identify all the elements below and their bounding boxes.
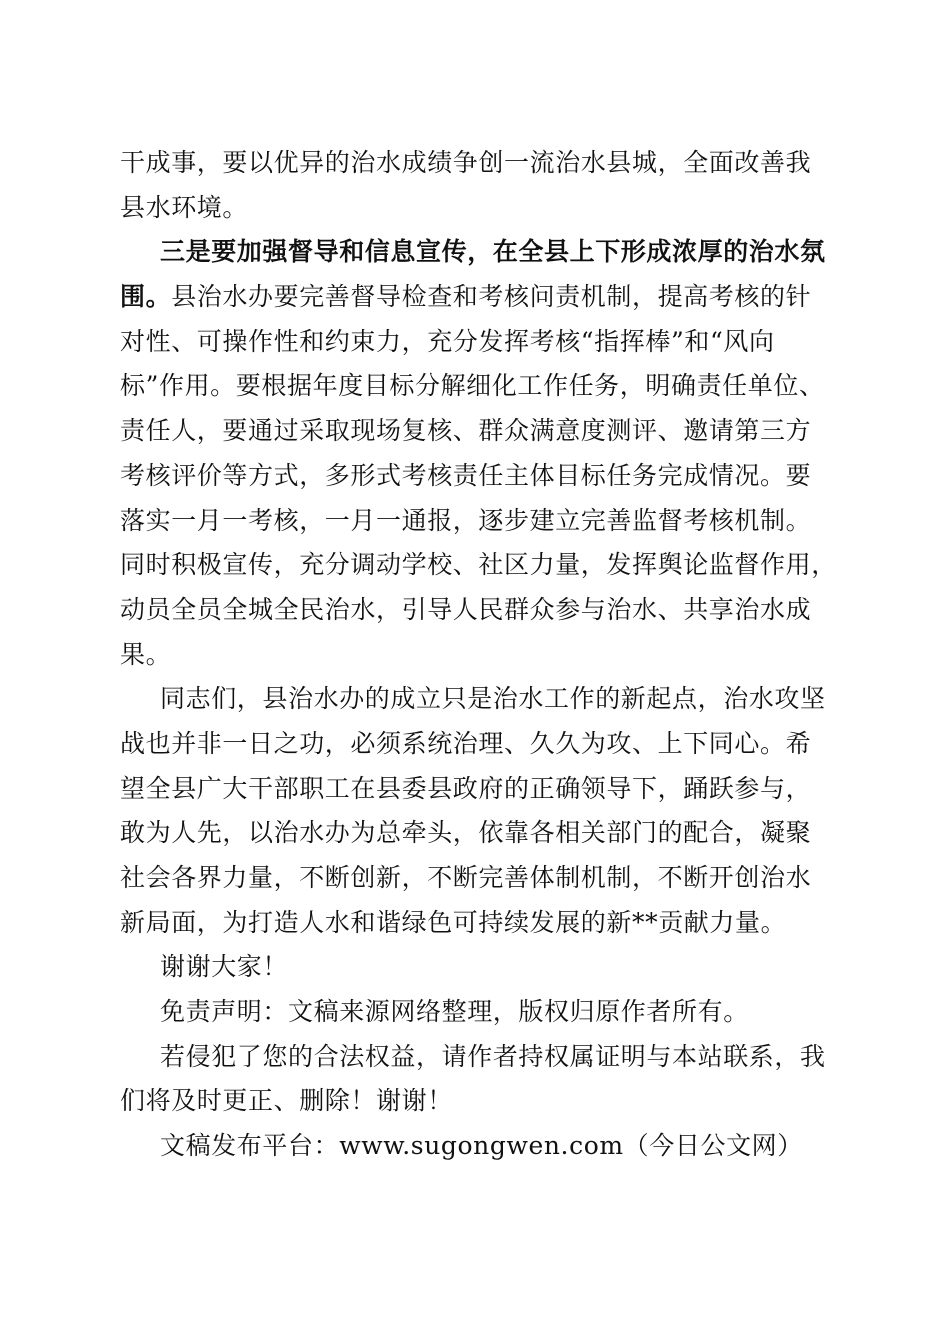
text-line: 敢为人先，以治水办为总牵头，依靠各相关部门的配合，凝聚	[120, 818, 812, 848]
text-line	[120, 275, 840, 320]
publish-platform: 文稿发布平台：www.sugongwen.com（今日公文网）	[160, 1131, 803, 1161]
section-heading-line	[120, 230, 840, 275]
disclaimer: 免责声明：文稿来源网络整理，版权归原作者所有。	[160, 997, 749, 1027]
text-line-rest: 县治水办要完善督导检查和考核问责机制，提高考核的针	[171, 282, 812, 312]
text-line: 动员全员全城全民治水，引导人民群众参与治水、共享治水成	[120, 594, 812, 624]
text-line: 县水环境。	[120, 192, 249, 222]
text-line: 干成事，要以优异的治水成绩争创一流治水县城，全面改善我	[120, 148, 812, 177]
copyright-notice-cont: 们将及时更正、删除！谢谢！	[120, 1086, 453, 1116]
text-line: 新局面，为打造人水和谐绿色可持续发展的新**贡献力量。	[120, 907, 787, 937]
text-line: 责任人，要通过采取现场复核、群众满意度测评、邀请第三方	[120, 416, 812, 446]
copyright-notice: 若侵犯了您的合法权益，请作者持权属证明与本站联系，我	[160, 1041, 826, 1071]
text-line: 同志们，县治水办的成立只是治水工作的新起点，治水攻坚	[160, 684, 826, 714]
text-line: 社会各界力量，不断创新，不断完善体制机制，不断开创治水	[120, 863, 812, 892]
text-line: 果。	[120, 639, 172, 669]
text-line: 战也并非一日之功，必须系统治理、久久为攻、上下同心。希	[120, 728, 812, 758]
text-line: 落实一月一考核，一月一通报，逐步建立完善监督考核机制。	[120, 505, 812, 535]
text-line: 对性、可操作性和约束力，充分发挥考核“指挥棒”和“风向	[120, 326, 775, 356]
section-heading-end: 围。	[120, 282, 172, 312]
closing-thanks: 谢谢大家！	[160, 952, 289, 982]
text-line: 考核评价等方式，多形式考核责任主体目标任务完成情况。要	[120, 460, 812, 490]
document-body	[120, 141, 840, 1169]
text-line: 同时积极宣传，充分调动学校、社区力量，发挥舆论监督作用，	[120, 550, 837, 580]
text-line: 标”作用。要根据年度目标分解细化工作任务，明确责任单位、	[120, 371, 825, 401]
section-heading: 三是要加强督导和信息宣传，在全县上下形成浓厚的治水氛	[160, 237, 826, 267]
text-line: 望全县广大干部职工在县委县政府的正确领导下，踊跃参与，	[120, 773, 812, 803]
